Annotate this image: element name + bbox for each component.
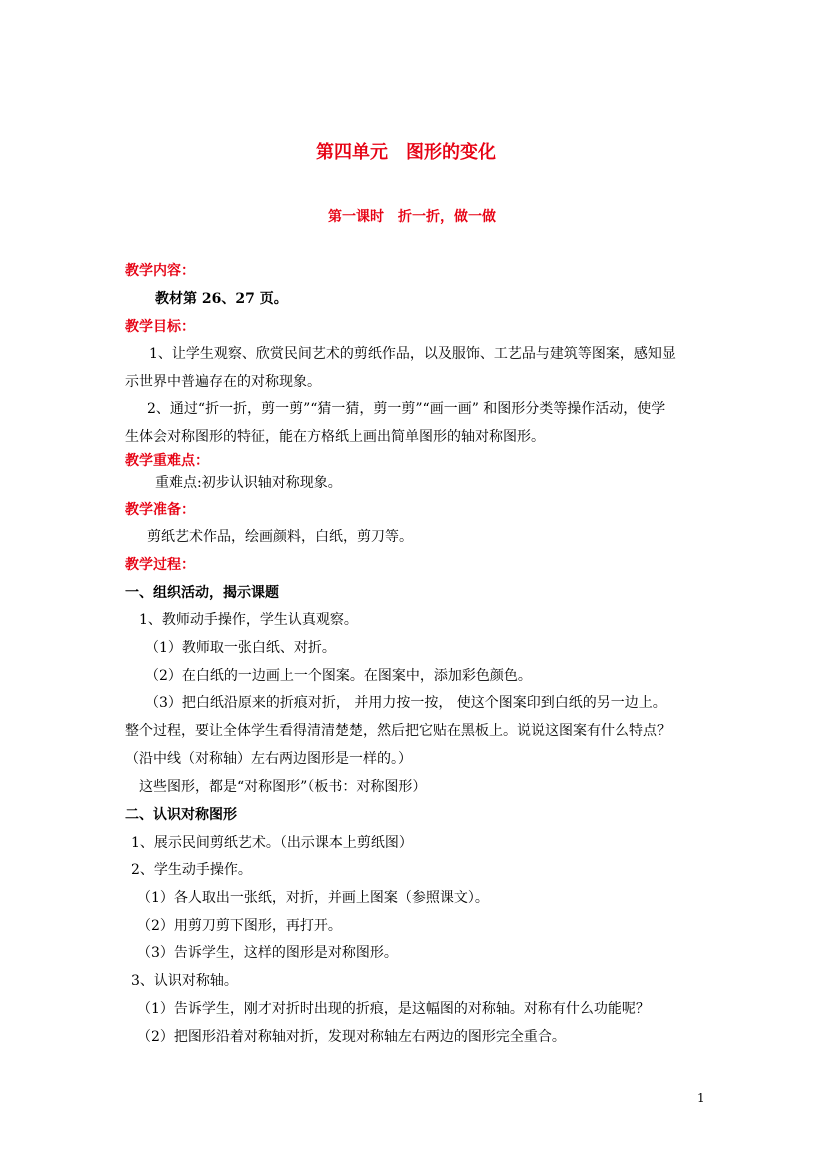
- part2-line5: （3）告诉学生，这样的图形是对称图形。: [137, 945, 398, 961]
- part1-line4: （3）把白纸沿原来的折痕对折， 并用力按一按， 使这个图案印到白纸的另一边上。: [145, 695, 667, 711]
- lesson-title: 第一课时 折一折，做一做: [328, 209, 496, 225]
- part1-heading: 一、组织活动，揭示课题: [125, 585, 279, 601]
- part2-line4: （2）用剪刀剪下图形，再打开。: [137, 918, 342, 934]
- part2-line3: （1）各人取出一张纸，对折，并画上图案（参照课文）。: [137, 890, 489, 906]
- keypoints-heading: 教学重难点：: [125, 453, 209, 469]
- goal1-line2: 示世界中普遍存在的对称现象。: [125, 374, 321, 390]
- content-text: 教材第 26、27 页。: [155, 291, 288, 307]
- goals-heading: 教学目标：: [125, 319, 195, 335]
- part1-line7: 这些图形，都是“对称图形”（板书：对称图形）: [139, 779, 427, 795]
- prep-text: 剪纸艺术作品，绘画颜料，白纸，剪刀等。: [147, 529, 413, 545]
- keypoints-text: 重难点:初步认识轴对称现象。: [155, 475, 342, 491]
- prep-heading: 教学准备：: [125, 502, 195, 518]
- part2-line6: 3、认识对称轴。: [131, 973, 238, 989]
- part1-line5: 整个过程，要让全体学生看得清清楚楚，然后把它贴在黑板上。说说这图案有什么特点？: [125, 723, 671, 739]
- goal1-line1: 1、让学生观察、欣赏民间艺术的剪纸作品，以及服饰、工艺品与建筑等图案，感知显: [149, 346, 676, 362]
- part1-line3: （2）在白纸的一边画上一个图案。在图案中，添加彩色颜色。: [145, 668, 532, 684]
- content-heading: 教学内容：: [125, 263, 195, 279]
- part2-line1: 1、展示民间剪纸艺术。（出示课本上剪纸图）: [131, 835, 413, 851]
- part2-line8: （2）把图形沿着对称轴对折，发现对称轴左右两边的图形完全重合。: [137, 1029, 566, 1045]
- part1-line6: （沿中线（对称轴）左右两边图形是一样的。）: [125, 751, 412, 767]
- process-heading: 教学过程：: [125, 557, 195, 573]
- goal2-line2: 生体会对称图形的特征，能在方格纸上画出简单图形的轴对称图形。: [125, 429, 545, 445]
- part2-heading: 二、认识对称图形: [125, 807, 237, 823]
- part2-line2: 2、学生动手操作。: [131, 862, 252, 878]
- part2-line7: （1）告诉学生，刚才对折时出现的折痕，是这幅图的对称轴。对称有什么功能呢？: [137, 1001, 650, 1017]
- page-number: 1: [697, 1091, 705, 1105]
- unit-title: 第四单元 图形的变化: [316, 142, 496, 163]
- part1-line1: 1、教师动手操作，学生认真观察。: [139, 612, 358, 628]
- part1-line2: （1）教师取一张白纸、对折。: [145, 640, 336, 656]
- goal2-line1: 2、通过“折一折，剪一剪”“猜一猜，剪一剪”“画一画” 和图形分类等操作活动，使学: [147, 401, 666, 417]
